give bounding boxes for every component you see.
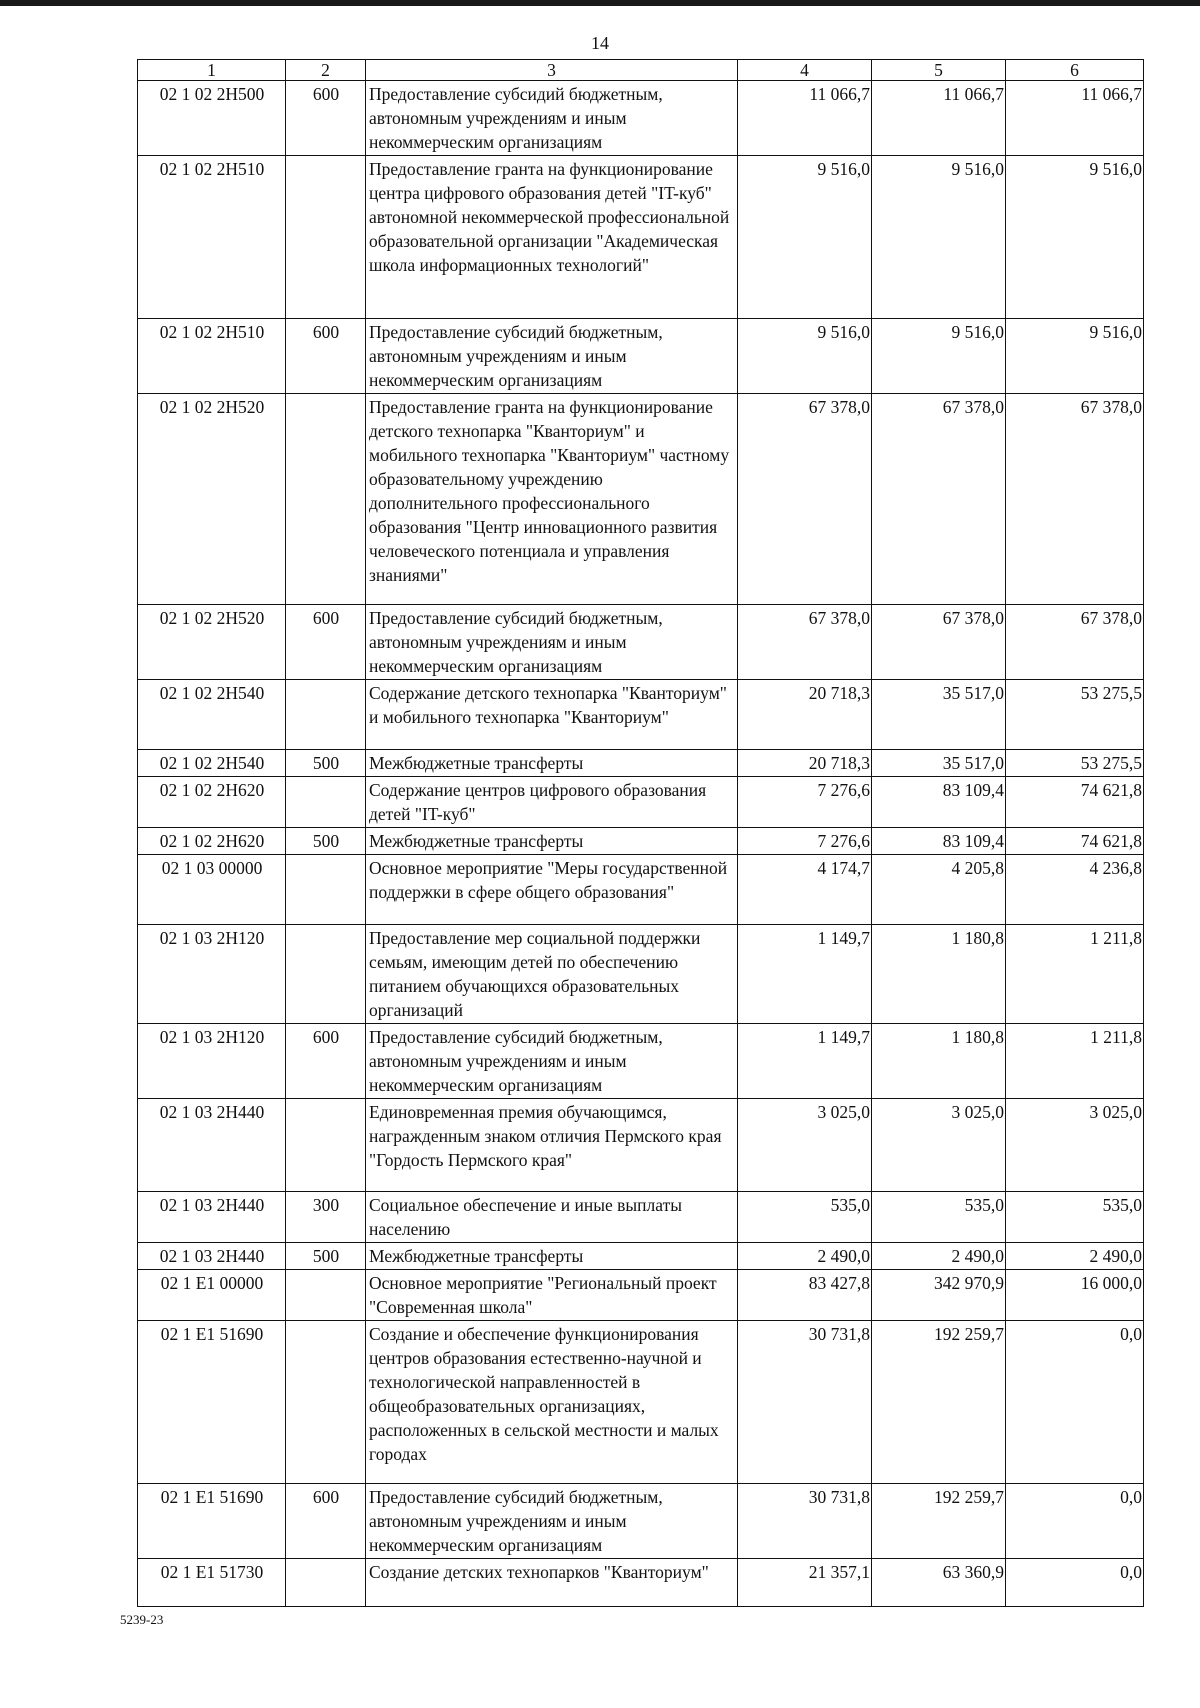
row-name: Предоставление гранта на функционирование детского технопарка "Кванториум" и мобильного технопарка "Кванториум" частному образовательному учреждению дополнительного профессионального образования "Центр инновационного развития человеческого потенциала и управления знаниями" [366, 394, 738, 605]
scan-top-edge [0, 0, 1200, 6]
table-row [138, 319, 1144, 394]
table-row [138, 855, 1144, 925]
row-value-col4: 7 276,6 [738, 828, 872, 855]
row-value-col5: 67 378,0 [872, 394, 1006, 605]
row-name: Межбюджетные трансферты [366, 828, 738, 855]
row-name: Предоставление субсидий бюджетным, автономным учреждениям и иным некоммерческим организациям [366, 1484, 738, 1559]
row-expense-type [286, 1270, 366, 1321]
row-value-col4: 67 378,0 [738, 605, 872, 680]
table-row [138, 777, 1144, 828]
table-row [138, 1024, 1144, 1099]
row-value-col4: 2 490,0 [738, 1243, 872, 1270]
table-row [138, 828, 1144, 855]
row-value-col6: 67 378,0 [1006, 394, 1144, 605]
row-value-col6: 9 516,0 [1006, 156, 1144, 319]
row-value-col4: 1 149,7 [738, 925, 872, 1024]
row-value-col5: 4 205,8 [872, 855, 1006, 925]
row-code: 02 1 E1 00000 [138, 1270, 286, 1321]
row-name: Межбюджетные трансферты [366, 750, 738, 777]
row-value-col4: 535,0 [738, 1192, 872, 1243]
row-code: 02 1 02 2Н510 [138, 156, 286, 319]
row-expense-type [286, 1559, 366, 1607]
row-name: Предоставление гранта на функционирование центра цифрового образования детей "IT-куб" автономной некоммерческой профессиональной образовательной организации "Академическая школа информационных технологий" [366, 156, 738, 319]
column-header: 2 [286, 60, 366, 81]
row-expense-type: 600 [286, 1484, 366, 1559]
row-value-col4: 1 149,7 [738, 1024, 872, 1099]
row-code: 02 1 E1 51730 [138, 1559, 286, 1607]
row-expense-type: 600 [286, 319, 366, 394]
row-value-col6: 74 621,8 [1006, 777, 1144, 828]
row-expense-type: 500 [286, 750, 366, 777]
row-name: Основное мероприятие "Региональный проект "Современная школа" [366, 1270, 738, 1321]
row-value-col6: 535,0 [1006, 1192, 1144, 1243]
table-row [138, 925, 1144, 1024]
row-value-col5: 342 970,9 [872, 1270, 1006, 1321]
row-value-col6: 0,0 [1006, 1484, 1144, 1559]
row-value-col6: 0,0 [1006, 1559, 1144, 1607]
row-expense-type [286, 925, 366, 1024]
row-value-col5: 83 109,4 [872, 777, 1006, 828]
row-code: 02 1 02 2Н520 [138, 605, 286, 680]
row-code: 02 1 02 2Н540 [138, 680, 286, 750]
table-row [138, 81, 1144, 156]
row-value-col5: 9 516,0 [872, 319, 1006, 394]
row-name: Содержание детского технопарка "Кванториум" и мобильного технопарка "Кванториум" [366, 680, 738, 750]
row-value-col4: 21 357,1 [738, 1559, 872, 1607]
table-row [138, 1484, 1144, 1559]
column-header: 4 [738, 60, 872, 81]
row-expense-type: 600 [286, 605, 366, 680]
header-row [138, 60, 1144, 81]
row-code: 02 1 03 2Н440 [138, 1243, 286, 1270]
row-value-col6: 3 025,0 [1006, 1099, 1144, 1192]
table-row [138, 605, 1144, 680]
row-value-col5: 83 109,4 [872, 828, 1006, 855]
row-code: 02 1 02 2Н540 [138, 750, 286, 777]
row-value-col5: 35 517,0 [872, 680, 1006, 750]
row-code: 02 1 03 00000 [138, 855, 286, 925]
row-name: Предоставление субсидий бюджетным, автономным учреждениям и иным некоммерческим организациям [366, 605, 738, 680]
row-expense-type: 500 [286, 828, 366, 855]
row-code: 02 1 02 2Н620 [138, 777, 286, 828]
row-value-col6: 1 211,8 [1006, 1024, 1144, 1099]
row-value-col4: 3 025,0 [738, 1099, 872, 1192]
row-value-col5: 35 517,0 [872, 750, 1006, 777]
row-value-col5: 3 025,0 [872, 1099, 1006, 1192]
row-name: Межбюджетные трансферты [366, 1243, 738, 1270]
table-row [138, 1243, 1144, 1270]
row-value-col6: 53 275,5 [1006, 750, 1144, 777]
row-expense-type [286, 777, 366, 828]
row-value-col5: 1 180,8 [872, 925, 1006, 1024]
row-value-col4: 9 516,0 [738, 319, 872, 394]
row-value-col5: 9 516,0 [872, 156, 1006, 319]
column-header: 1 [138, 60, 286, 81]
document-code: 5239-23 [120, 1612, 164, 1627]
row-name: Предоставление субсидий бюджетным, автономным учреждениям и иным некоммерческим организациям [366, 1024, 738, 1099]
row-code: 02 1 03 2Н440 [138, 1099, 286, 1192]
row-value-col6: 11 066,7 [1006, 81, 1144, 156]
row-value-col5: 535,0 [872, 1192, 1006, 1243]
row-name: Предоставление субсидий бюджетным, автономным учреждениям и иным некоммерческим организациям [366, 319, 738, 394]
row-expense-type [286, 1099, 366, 1192]
row-value-col4: 7 276,6 [738, 777, 872, 828]
row-expense-type [286, 680, 366, 750]
row-expense-type: 300 [286, 1192, 366, 1243]
row-name: Предоставление субсидий бюджетным, автономным учреждениям и иным некоммерческим организациям [366, 81, 738, 156]
row-value-col6: 9 516,0 [1006, 319, 1144, 394]
row-expense-type [286, 855, 366, 925]
table-row [138, 750, 1144, 777]
row-code: 02 1 03 2Н120 [138, 925, 286, 1024]
row-code: 02 1 E1 51690 [138, 1484, 286, 1559]
budget-table [137, 59, 1144, 1607]
row-code: 02 1 02 2Н620 [138, 828, 286, 855]
row-code: 02 1 03 2Н120 [138, 1024, 286, 1099]
row-code: 02 1 02 2Н500 [138, 81, 286, 156]
row-expense-type: 500 [286, 1243, 366, 1270]
row-value-col5: 1 180,8 [872, 1024, 1006, 1099]
row-expense-type [286, 1321, 366, 1484]
row-value-col6: 0,0 [1006, 1321, 1144, 1484]
page-number: 14 [591, 33, 609, 53]
row-expense-type: 600 [286, 81, 366, 156]
row-value-col6: 53 275,5 [1006, 680, 1144, 750]
row-code: 02 1 E1 51690 [138, 1321, 286, 1484]
row-value-col4: 20 718,3 [738, 680, 872, 750]
row-value-col6: 74 621,8 [1006, 828, 1144, 855]
row-value-col6: 4 236,8 [1006, 855, 1144, 925]
row-name: Основное мероприятие "Меры государственной поддержки в сфере общего образования" [366, 855, 738, 925]
table-row [138, 1321, 1144, 1484]
column-header: 5 [872, 60, 1006, 81]
row-name: Единовременная премия обучающимся, награжденным знаком отличия Пермского края "Гордость Пермского края" [366, 1099, 738, 1192]
table-row [138, 680, 1144, 750]
row-code: 02 1 02 2Н510 [138, 319, 286, 394]
row-expense-type [286, 156, 366, 319]
row-value-col4: 11 066,7 [738, 81, 872, 156]
row-value-col5: 63 360,9 [872, 1559, 1006, 1607]
row-name: Предоставление мер социальной поддержки семьям, имеющим детей по обеспечению питанием обучающихся образовательных организаций [366, 925, 738, 1024]
row-expense-type: 600 [286, 1024, 366, 1099]
row-value-col4: 67 378,0 [738, 394, 872, 605]
column-header: 3 [366, 60, 738, 81]
row-value-col6: 2 490,0 [1006, 1243, 1144, 1270]
row-value-col6: 16 000,0 [1006, 1270, 1144, 1321]
row-value-col4: 4 174,7 [738, 855, 872, 925]
row-name: Социальное обеспечение и иные выплаты населению [366, 1192, 738, 1243]
row-name: Содержание центров цифрового образования детей "IT-куб" [366, 777, 738, 828]
row-value-col4: 83 427,8 [738, 1270, 872, 1321]
row-value-col4: 30 731,8 [738, 1484, 872, 1559]
table-row [138, 1099, 1144, 1192]
row-value-col5: 11 066,7 [872, 81, 1006, 156]
table-row [138, 1270, 1144, 1321]
row-expense-type [286, 394, 366, 605]
table-row [138, 1559, 1144, 1607]
row-value-col4: 20 718,3 [738, 750, 872, 777]
row-value-col6: 67 378,0 [1006, 605, 1144, 680]
table-row [138, 394, 1144, 605]
row-name: Создание и обеспечение функционирования центров образования естественно-научной и технологической направленностей в общеобразовательных организациях, расположенных в сельской местности и малых городах [366, 1321, 738, 1484]
row-value-col4: 9 516,0 [738, 156, 872, 319]
table-row [138, 156, 1144, 319]
row-value-col5: 2 490,0 [872, 1243, 1006, 1270]
row-code: 02 1 02 2Н520 [138, 394, 286, 605]
row-code: 02 1 03 2Н440 [138, 1192, 286, 1243]
row-value-col6: 1 211,8 [1006, 925, 1144, 1024]
row-value-col4: 30 731,8 [738, 1321, 872, 1484]
row-value-col5: 192 259,7 [872, 1321, 1006, 1484]
table-row [138, 1192, 1144, 1243]
column-header: 6 [1006, 60, 1144, 81]
row-value-col5: 67 378,0 [872, 605, 1006, 680]
row-value-col5: 192 259,7 [872, 1484, 1006, 1559]
row-name: Создание детских технопарков "Кванториум" [366, 1559, 738, 1607]
